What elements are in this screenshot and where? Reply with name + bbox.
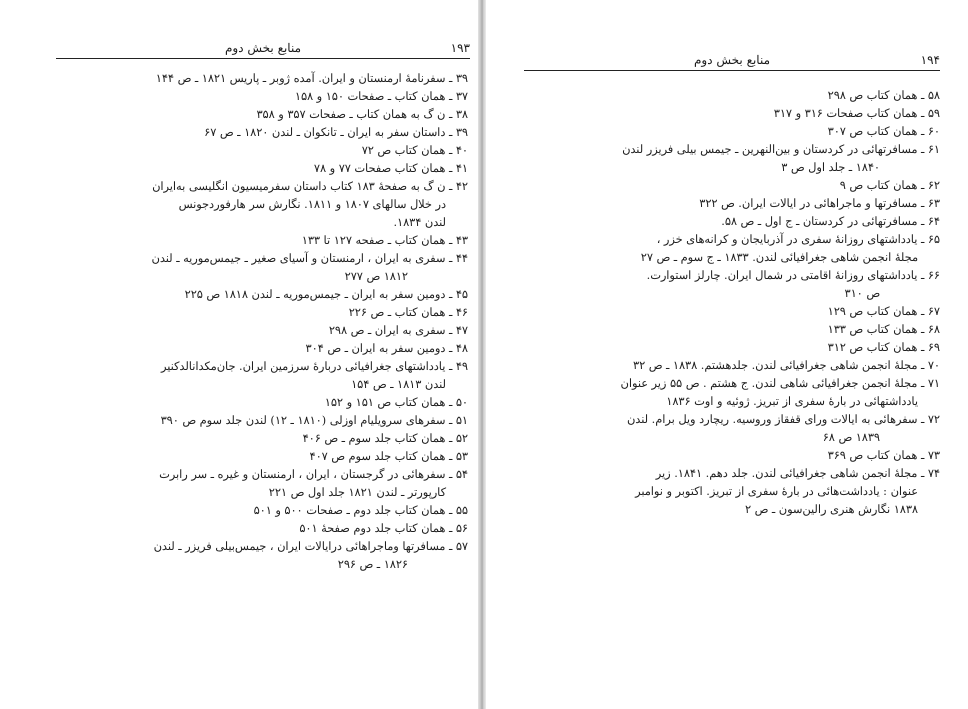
reference-entry: ۳۹ ـ داستان سفر به ایران ـ تانکوان ـ لندن ۱۸۲۰ ـ ص ۶۷ <box>204 126 468 139</box>
reference-entry-continuation: ص ۳۱۰ <box>844 287 880 300</box>
reference-entry: ۴۷ ـ سفری به ایران ـ ص ۲۹۸ <box>328 324 468 337</box>
reference-entry: ۶۵ ـ یادداشتهای روزانهٔ سفری در آذربایجان و کرانه‌های خزر ، <box>656 233 940 246</box>
left-page <box>0 0 478 709</box>
reference-entry: ۵۹ ـ همان کتاب صفحات ۳۱۶ و ۳۱۷ <box>773 107 940 120</box>
reference-entry: ۳۹ ـ سفرنامهٔ ارمنستان و ایران. آمده ژوبر ـ پاریس ۱۸۲۱ ـ ص ۱۴۴ <box>155 72 468 85</box>
reference-entry: ۵۳ ـ همان کتاب جلد سوم ص ۴۰۷ <box>309 450 468 463</box>
right-page <box>486 0 968 709</box>
reference-entry: ۴۳ ـ همان کتاب ـ صفحه ۱۲۷ تا ۱۳۳ <box>301 234 468 247</box>
reference-entry: ۵۰ ـ همان کتاب ص ۱۵۱ و ۱۵۲ <box>324 396 468 409</box>
reference-entry: ۴۴ ـ سفری به ایران ، ارمنستان و آسیای صغیر ـ جیمس‌موریه ـ لندن <box>151 252 468 265</box>
reference-entry-continuation: عنوان : یادداشت‌هائی در بارهٔ سفری از تبریز. اکتوبر و نوامبر <box>635 485 918 498</box>
reference-entry-continuation: یادداشتهائی در بارهٔ سفری از تبریز. ژوئیه و اوت ۱۸۳۶ <box>666 395 918 408</box>
reference-entry: ۶۴ ـ مسافرتهائی در کردستان ـ ج اول ـ ص ۵۸. <box>721 215 940 228</box>
reference-entry: ۷۰ ـ مجلهٔ انجمن شاهی جغرافیائی لندن. جلدهشتم. ۱۸۳۸ ـ ص ۳۲ <box>633 359 940 372</box>
running-title: منابع بخش دوم <box>224 41 301 55</box>
reference-entry: ۵۶ ـ همان کتاب جلد دوم صفحهٔ ۵۰۱ <box>299 522 468 535</box>
reference-entry: ۳۸ ـ ن گ به همان کتاب ـ صفحات ۳۵۷ و ۳۵۸ <box>256 108 468 121</box>
page-number: ۱۹۳ <box>450 41 470 55</box>
reference-entry: ۶۸ ـ همان کتاب ص ۱۳۳ <box>827 323 940 336</box>
reference-entry: ۳۷ ـ همان کتاب ـ صفحات ۱۵۰ و ۱۵۸ <box>294 90 468 103</box>
reference-entry: ۵۸ ـ همان کتاب ص ۲۹۸ <box>827 89 940 102</box>
reference-entry: ۴۲ ـ ن گ به صفحهٔ ۱۸۳ کتاب داستان سفرمیسیون انگلیسی به‌ایران <box>152 180 468 193</box>
reference-entry-continuation: ۱۸۲۶ ـ ص ۲۹۶ <box>337 558 408 571</box>
reference-list <box>520 87 940 519</box>
reference-entry: ۵۱ ـ سفرهای سرویلیام اوزلی (۱۸۱۰ ـ ۱۲) لندن جلد سوم ص ۳۹۰ <box>160 414 468 427</box>
reference-entry-continuation: ۱۸۳۸ نگارش هنری رالین‌سون ـ ص ۲ <box>744 503 918 516</box>
reference-entry: ۵۵ ـ همان کتاب جلد دوم ـ صفحات ۵۰۰ و ۵۰۱ <box>253 504 468 517</box>
reference-entry: ۶۷ ـ همان کتاب ص ۱۲۹ <box>827 305 940 318</box>
reference-entry: ۷۴ ـ مجلهٔ انجمن شاهی جغرافیائی لندن. جلد دهم. ۱۸۴۱. زیر <box>655 467 940 480</box>
reference-entry: ۴۶ ـ همان کتاب ـ ص ۲۲۶ <box>348 306 468 319</box>
reference-list <box>50 70 468 574</box>
reference-entry: ۷۱ ـ مجلهٔ انجمن جغرافیائی شاهی لندن. ج هشتم . ص ۵۵ زیر عنوان <box>620 377 940 390</box>
reference-entry-continuation: ۱۸۳۹ ص ۶۸ <box>822 431 880 444</box>
reference-entry-continuation: ۱۸۱۲ ص ۲۷۷ <box>344 270 408 283</box>
reference-entry-continuation: لندن ۱۸۱۳ ـ ص ۱۵۴ <box>351 378 446 391</box>
reference-entry: ۶۳ ـ مسافرتها و ماجراهائی در ایالات ایران. ص ۳۲۲ <box>699 197 940 210</box>
page-header <box>524 50 940 71</box>
book-spine <box>478 0 486 709</box>
page-number: ۱۹۴ <box>920 53 940 67</box>
reference-entry: ۴۵ ـ دومین سفر به ایران ـ جیمس‌موریه ـ لندن ۱۸۱۸ ص ۲۲۵ <box>184 288 468 301</box>
reference-entry: ۴۱ ـ همان کتاب صفحات ۷۷ و ۷۸ <box>313 162 468 175</box>
reference-entry: ۵۲ ـ همان کتاب جلد سوم ـ ص ۴۰۶ <box>302 432 468 445</box>
reference-entry: ۶۶ ـ یادداشتهای روزانهٔ اقامتی در شمال ایران. چارلز استوارت. <box>646 269 940 282</box>
page-header <box>56 38 470 59</box>
reference-entry: ۷۲ ـ سفرهائی به ایالات ورای قفقاز وروسیه. ریچارد ویل برام. لندن <box>627 413 940 426</box>
reference-entry: ۶۱ ـ مسافرتهائی در کردستان و بین‌النهرین ـ جیمس بیلی فریزر لندن <box>622 143 940 156</box>
reference-entry-continuation: در خلال سالهای ۱۸۰۷ و ۱۸۱۱. نگارش سر هارفوردجونس <box>178 198 446 211</box>
reference-entry: ۷۳ ـ همان کتاب ص ۳۶۹ <box>827 449 940 462</box>
reference-entry: ۶۰ ـ همان کتاب ص ۳۰۷ <box>827 125 940 138</box>
reference-entry: ۶۹ ـ همان کتاب ص ۳۱۲ <box>827 341 940 354</box>
running-title: منابع بخش دوم <box>693 53 770 67</box>
reference-entry: ۴۹ ـ یادداشتهای جغرافیائی دربارهٔ سرزمین ایران. جان‌مکدانالدکنیر <box>160 360 468 373</box>
reference-entry: ۴۰ ـ همان کتاب ص ۷۲ <box>361 144 468 157</box>
reference-entry-continuation: لندن ۱۸۳۴. <box>393 216 446 229</box>
reference-entry-continuation: ۱۸۴۰ ـ جلد اول ص ۳ <box>781 161 880 174</box>
reference-entry: ۵۴ ـ سفرهائی در گرجستان ، ایران ، ارمنستان و غیره ـ سر رابرت <box>159 468 468 481</box>
reference-entry: ۵۷ ـ مسافرتها وماجراهائی درایالات ایران ، جیمس‌بیلی فریزر ـ لندن <box>153 540 468 553</box>
reference-entry: ۶۲ ـ همان کتاب ص ۹ <box>839 179 940 192</box>
reference-entry-continuation: کارپورتر ـ لندن ۱۸۲۱ جلد اول ص ۲۲۱ <box>268 486 446 499</box>
reference-entry: ۴۸ ـ دومین سفر به ایران ـ ص ۳۰۴ <box>305 342 468 355</box>
reference-entry-continuation: مجلهٔ انجمن شاهی جغرافیائی لندن. ۱۸۳۳ ـ ج سوم ـ ص ۲۷ <box>640 251 918 264</box>
